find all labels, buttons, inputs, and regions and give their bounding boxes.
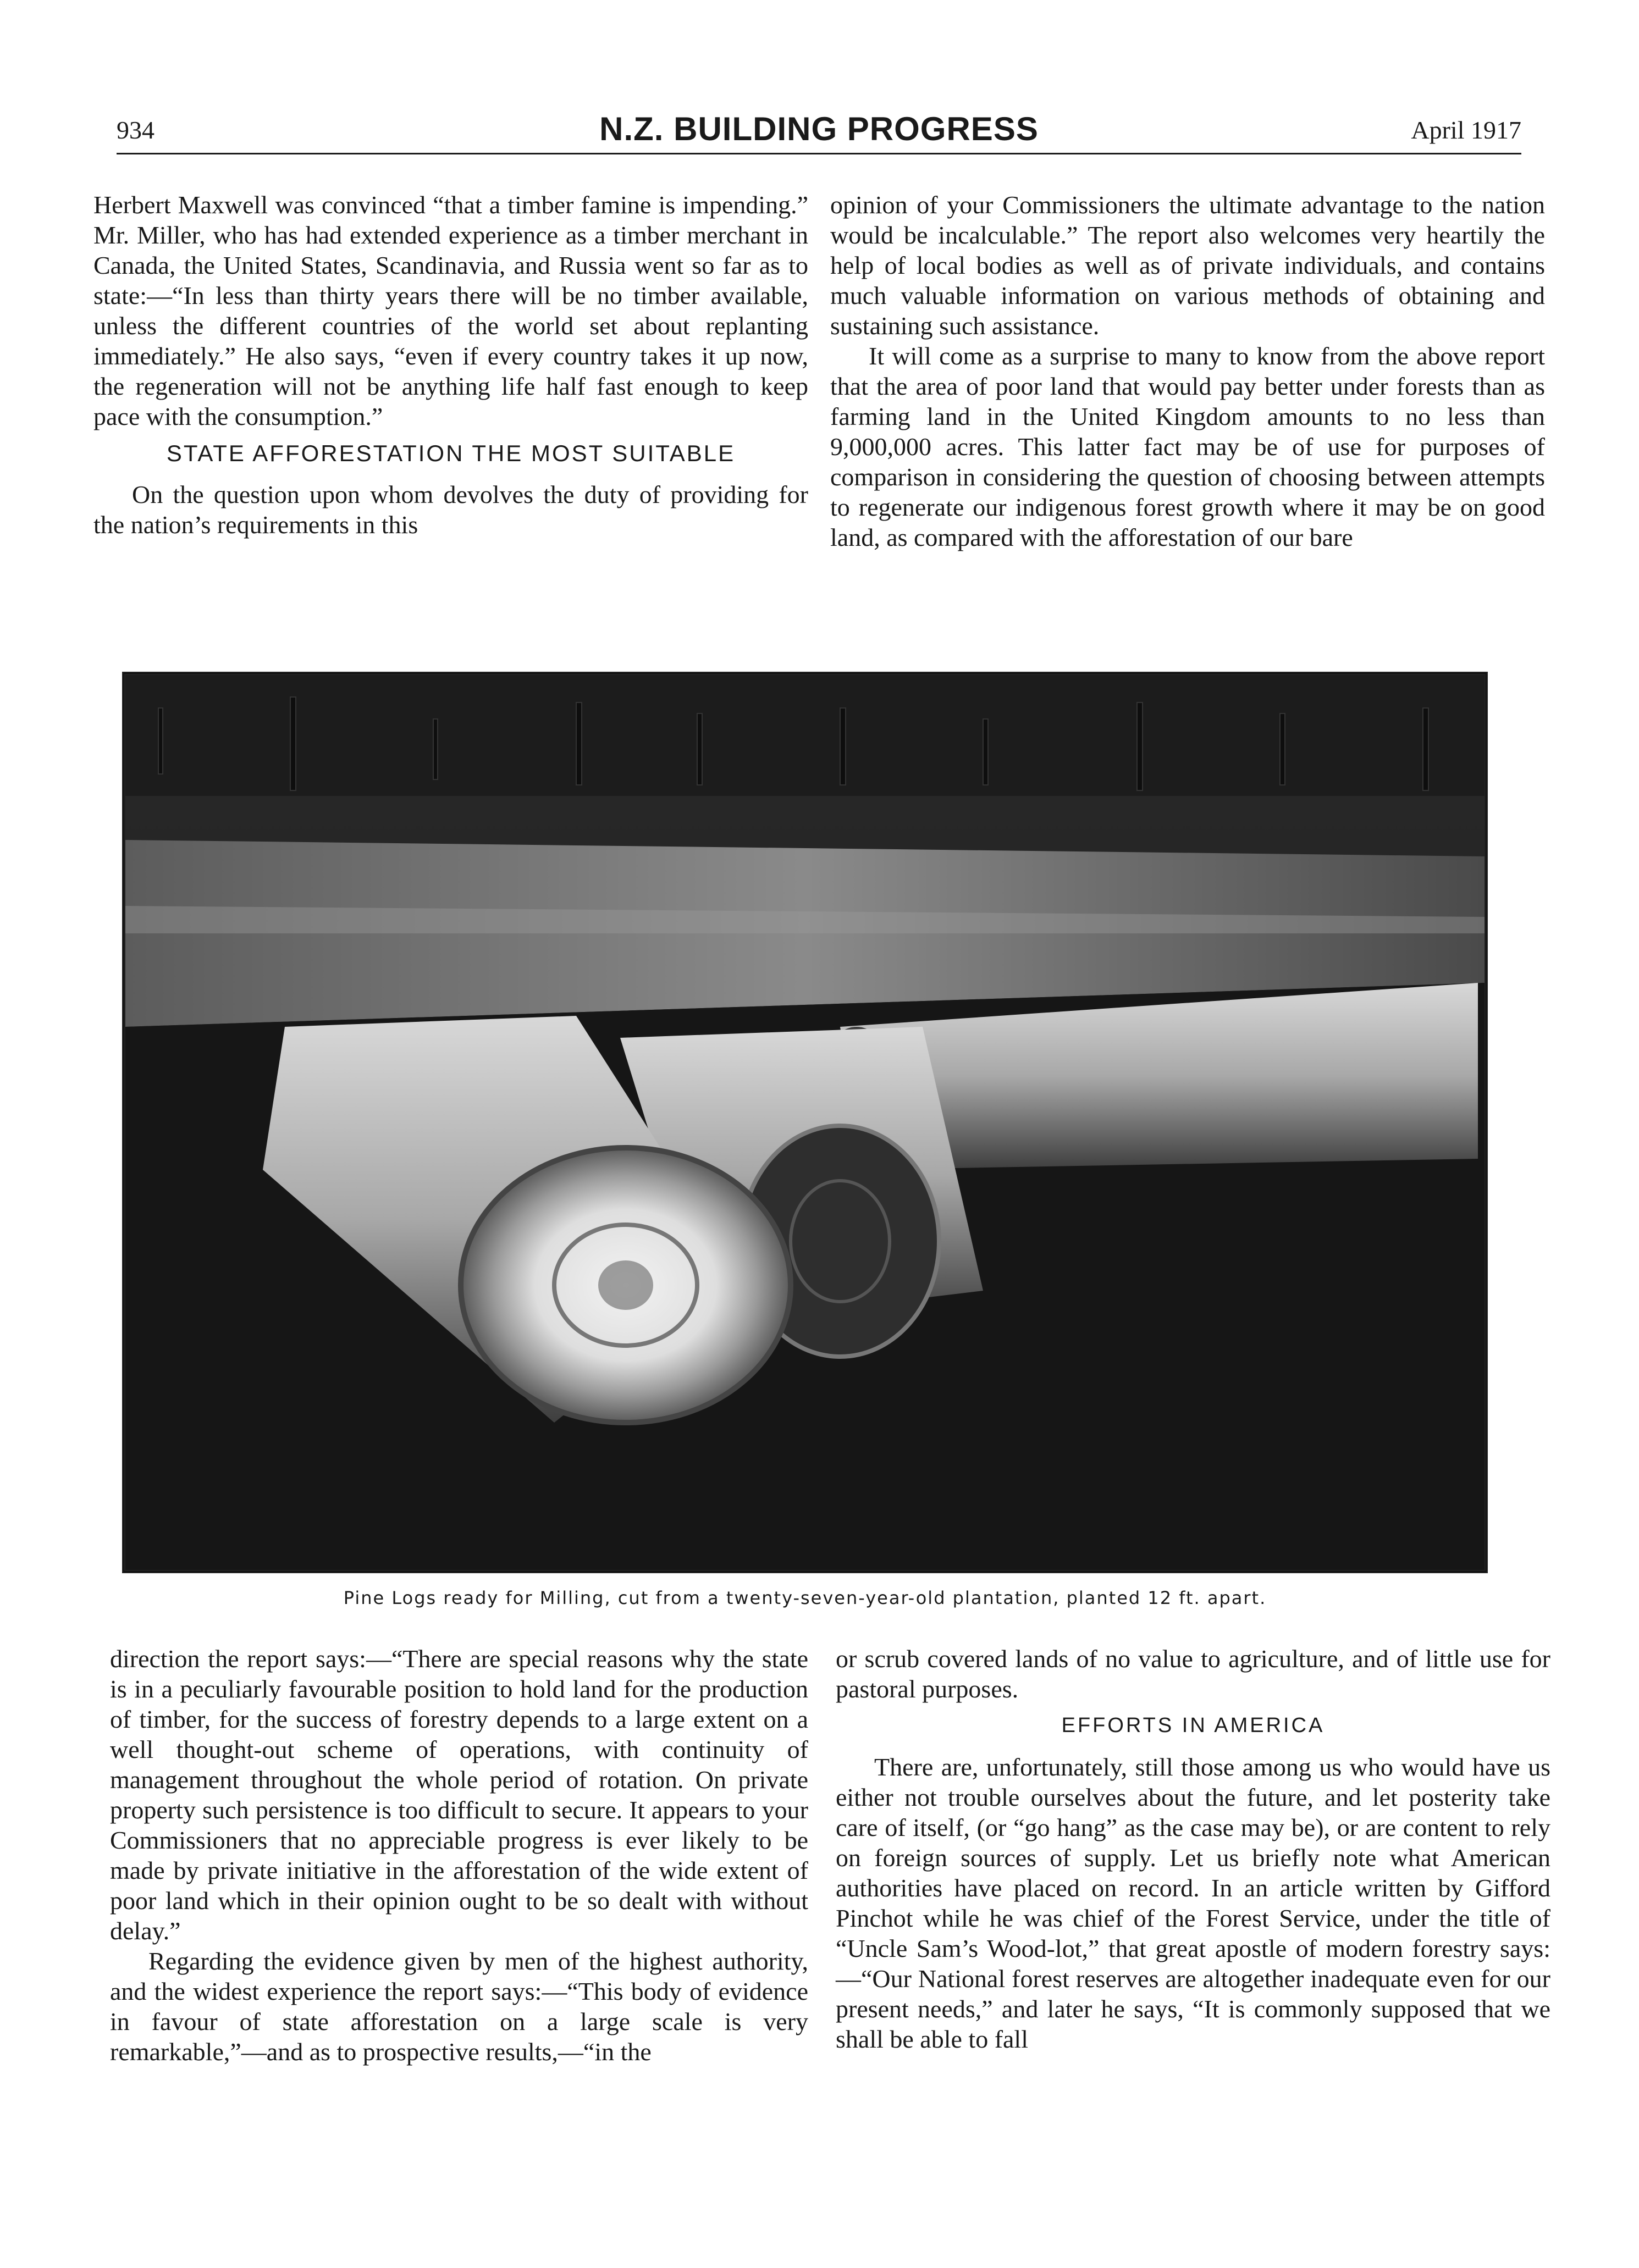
top-right-paragraph-1: opinion of your Commissioners the ultimate advantage to the nation would be incalculable.” The report also welcomes very heartily the help of local bodies as well as of private individuals, and contains much valuable information on various methods of obtaining and sustaining such assistance. [830,191,1545,340]
bottom-left-paragraph-1: direction the report says:—“There are special reasons why the state is in a peculiarly favourable position to hold land for the production of timber, for the success of forestry depends to a large extent on a well thought-out scheme of operations, with continuity of management throughout the whole period of rotation. On private property such persistence is too difficult to secure. It appears to your Commissioners that no appreciable progress is ever likely to be made by private initiative in the afforestation of the wide extent of poor land which in their opinion ought to be so dealt with without delay.” [110,1645,808,1945]
bottom-right-paragraph-2: There are, unfortunately, still those among us who would have us either not trouble ourselves about the future, and let posterity take care of itself, (or “go hang” as the case may be), or are content to rely on foreign sources of supply. Let us briefly note what American authorities have placed on record. In an article written by Gifford Pinchot while he was chief of the Forest Service, under the title of “Uncle Sam’s Wood-lot,” that great apostle of modern forestry says:—“Our National forest reserves are altogether inadequate even for our present needs,” and later he says, “It is commonly supposed that we shall be able to fall [836,1753,1550,2053]
pine-logs-illustration [125,675,1485,1570]
bottom-left-paragraph-2: Regarding the evidence given by men of the highest authority, and the widest experience the report says:—“This body of evidence in favour of state afforestation on a large scale is very remarkable,”—and as to prospective results,—“in the [110,1947,808,2066]
top-right-column [830,190,1545,552]
bottom-right-column [836,1644,1550,2054]
pine-logs-photograph [122,672,1488,1573]
header-rule [117,153,1521,154]
page-number: 934 [117,116,154,144]
photo-caption: Pine Logs ready for Milling, cut from a twenty-seven-year-old plantation, planted 12 ft. apart. [343,1587,1267,1608]
journal-title: N.Z. BUILDING PROGRESS [599,110,1039,147]
top-left-column [93,190,808,540]
section-heading-efforts-in-america: EFFORTS IN AMERICA [1061,1714,1325,1737]
top-left-paragraph-2: On the question upon whom devolves the duty of providing for the nation’s requirements in this [93,480,808,539]
top-right-paragraph-2: It will come as a surprise to many to know from the above report that the area of poor land that would pay better under forests than as farming land in the United Kingdom amounts to no less than 9,000,000 acres. This latter fact may be of use for purposes of comparison in considering the question of choosing between attempts to regenerate our indigenous forest growth where it may be on good land, as compared with the afforestation of our bare [830,342,1545,551]
top-left-paragraph-1: Herbert Maxwell was convinced “that a timber famine is impending.” Mr. Miller, who has had extended experience as a timber merchant in Canada, the United States, Scandinavia, and Russia went so far as to state:—“In less than thirty years there will be no timber available, unless the different countries of the world set about replanting immediately.” He also says, “even if every country takes it up now, the regeneration will not be anything life half fast enough to keep pace with the consumption.” [93,191,808,430]
bottom-left-column [110,1644,808,2067]
issue-date: April 1917 [1411,116,1521,144]
page-header [117,110,1521,154]
bottom-right-paragraph-1: or scrub covered lands of no value to agriculture, and of little use for pastoral purposes. [836,1645,1550,1703]
section-heading-state-afforestation: STATE AFFORESTATION THE MOST SUITABLE [166,440,736,466]
